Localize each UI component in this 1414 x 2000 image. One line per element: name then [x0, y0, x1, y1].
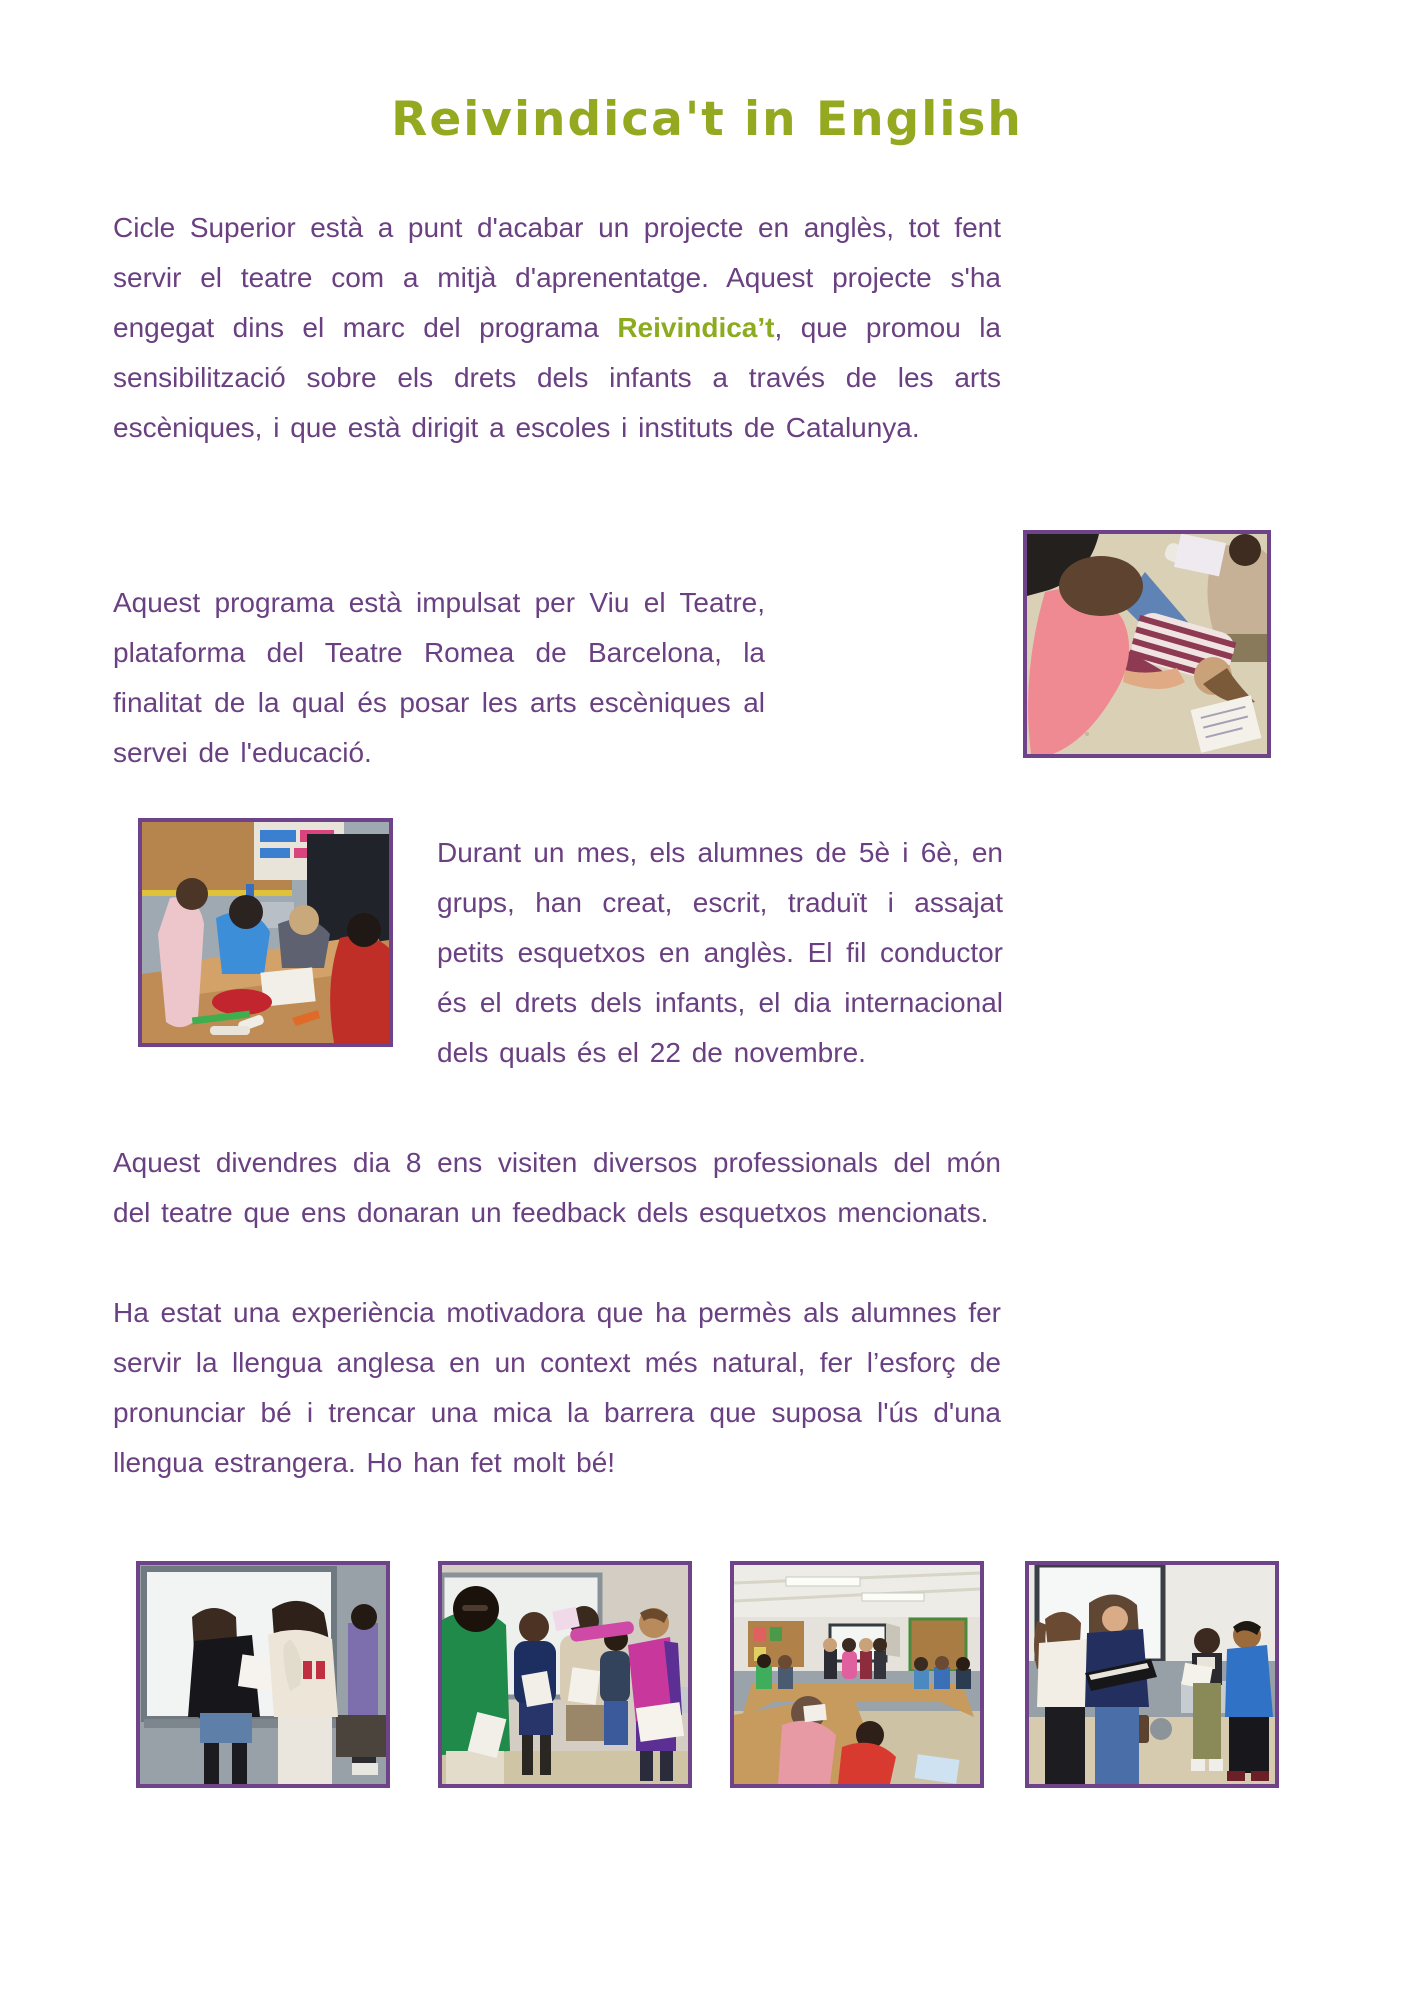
classroom-work-illustration	[142, 822, 389, 1043]
intro-paragraph	[113, 203, 1001, 453]
rehearsal-floor-illustration	[1027, 534, 1267, 754]
photo-boys-group	[438, 1561, 692, 1788]
photo-rehearsal-floor	[1023, 530, 1271, 758]
performing-four-illustration	[1029, 1565, 1275, 1784]
photo-performing-four	[1025, 1561, 1279, 1788]
intro-text-after: , que promou la sensibilització sobre els drets dels infants a través de les arts escèniques, i que està dirigit a escoles i instituts de Catalunya.	[113, 312, 1001, 443]
program-name-highlight: Reivindica’t	[617, 312, 775, 343]
durant-un-mes-paragraph: Durant un mes, els alumnes de 5è i 6è, en grups, han creat, escrit, traduït i assajat petits esquetxos en anglès. El fil conductor és el drets dels infants, el dia internacional dels quals és el 22 de novembre.	[437, 837, 1003, 1068]
photo-whiteboard-pair	[136, 1561, 390, 1788]
boys-group-illustration	[442, 1565, 688, 1784]
photo-classroom-work	[138, 818, 393, 1047]
viu-el-teatre-paragraph: Aquest programa està impulsat per Viu el Teatre, plataforma del Teatre Romea de Barcelona, la finalitat de la qual és posar les arts escèniques al servei de l'educació.	[113, 587, 765, 768]
whiteboard-pair-illustration	[140, 1565, 386, 1784]
divendres-paragraph: Aquest divendres dia 8 ens visiten diversos professionals del món del teatre que ens donaran un feedback dels esquetxos mencionats.	[113, 1147, 1001, 1228]
photo-classroom-wide	[730, 1561, 984, 1788]
classroom-wide-illustration	[734, 1565, 980, 1784]
intro-text-before: Cicle Superior està a punt d'acabar un projecte en anglès, tot fent servir el teatre com a mitjà d'aprenentatge. Aquest projecte s'ha engegat dins el marc del programa	[113, 212, 1001, 343]
experiencia-paragraph: Ha estat una experiència motivadora que ha permès als alumnes fer servir la llengua anglesa en un context més natural, fer l’esforç de pronunciar bé i trencar una mica la barrera que suposa l'ús d'una llengua estrangera. Ho han fet molt bé!	[113, 1297, 1001, 1478]
page-title: Reivindica't in English	[391, 92, 1023, 147]
